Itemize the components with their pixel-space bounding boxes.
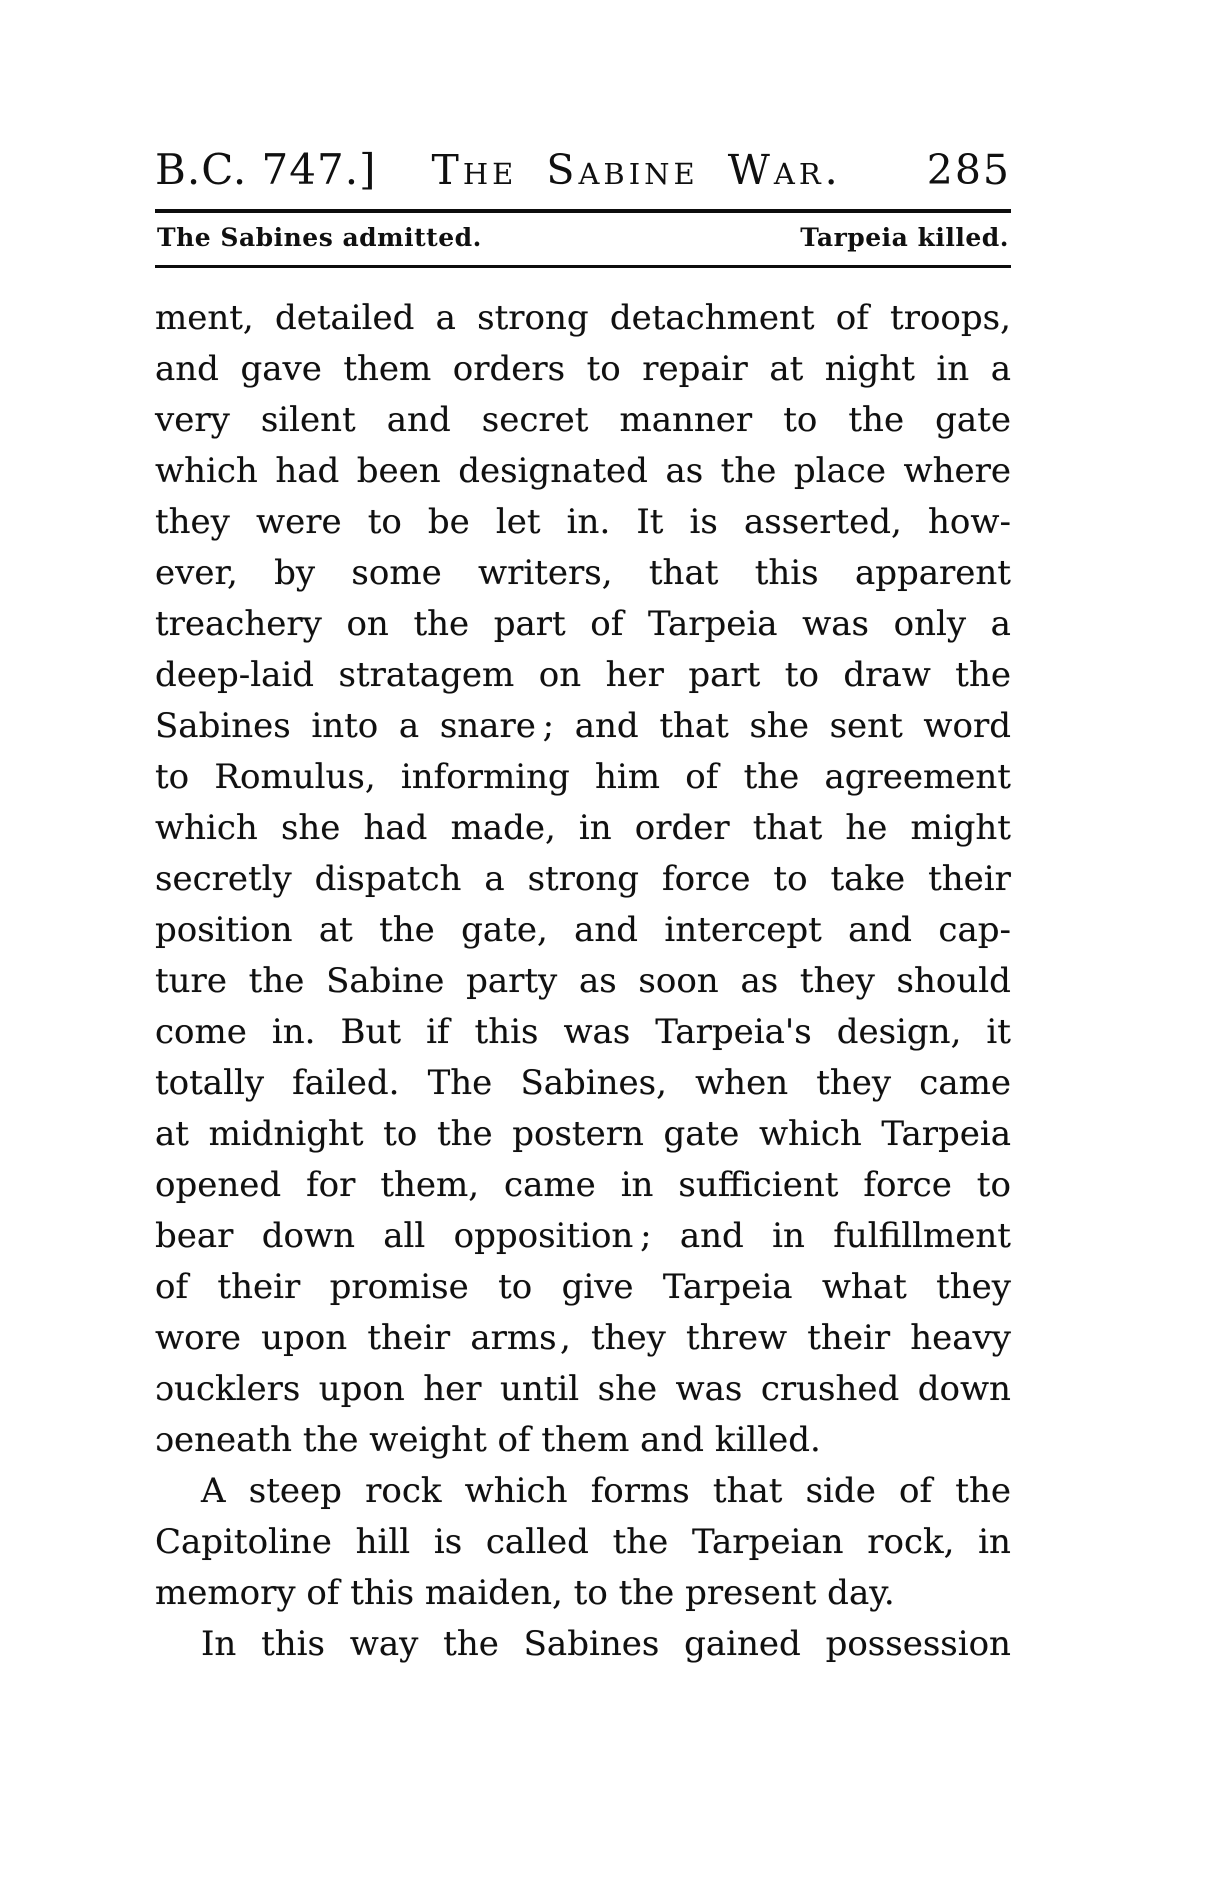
text-line: opened for them, came in sufficient force to: [155, 1165, 1011, 1205]
text-line: ever, by some writers, that this apparent: [155, 553, 1011, 593]
text-line: secretly dispatch a strong force to take their: [155, 859, 1011, 899]
text-line: ment, detailed a strong detachment of troops,: [155, 298, 1011, 338]
text-line: they were to be let in. It is asserted, how-: [155, 502, 1011, 542]
text-line: totally failed. The Sabines, when they came: [155, 1063, 1011, 1103]
text-line: A steep rock which forms that side of the: [201, 1471, 1011, 1511]
running-header: [155, 146, 1011, 194]
text-line: In this way the Sabines gained possession: [201, 1624, 1011, 1664]
subheader-right: Tarpeia killed.: [800, 223, 1009, 252]
text-line: ture the Sabine party as soon as they should: [155, 961, 1011, 1001]
text-line: of their promise to give Tarpeia what they: [155, 1267, 1011, 1307]
header-rule-bottom: [155, 265, 1011, 268]
text-line: Sabines into a snare ; and that she sent word: [155, 706, 1011, 746]
header-page-number: 285: [926, 146, 1011, 194]
text-line: wore upon their arms , they threw their heavy: [155, 1318, 1011, 1358]
text-line: very silent and secret manner to the gate: [155, 400, 1011, 440]
header-title: The Sabine War.: [431, 146, 842, 194]
text-line: which she had made, in order that he might: [155, 808, 1011, 848]
text-line: treachery on the part of Tarpeia was only a: [155, 604, 1011, 644]
text-line: come in. But if this was Tarpeia's design, it: [155, 1012, 1011, 1052]
text-line: bear down all opposition ; and in fulfillment: [155, 1216, 1011, 1256]
text-line: at midnight to the postern gate which Tarpeia: [155, 1114, 1011, 1154]
page-body-lines: [155, 293, 1011, 1670]
subheader: [155, 213, 1011, 265]
text-line: ɔeneath the weight of them and killed.: [155, 1420, 821, 1460]
page-content: [155, 146, 1011, 1670]
text-line: and gave them orders to repair at night in a: [155, 349, 1011, 389]
text-line: memory of this maiden, to the present day.: [155, 1573, 895, 1613]
header-era: B.C. 747.]: [155, 145, 377, 194]
text-line: Capitoline hill is called the Tarpeian rock, in: [155, 1522, 1011, 1562]
subheader-left: The Sabines admitted.: [157, 223, 482, 252]
text-line: ɔucklers upon her until she was crushed down: [155, 1369, 1011, 1409]
text-line: position at the gate, and intercept and cap-: [155, 910, 1011, 950]
text-line: to Romulus, informing him of the agreement: [155, 757, 1011, 797]
text-line: deep-laid stratagem on her part to draw the: [155, 655, 1011, 695]
text-line: which had been designated as the place where: [155, 451, 1011, 491]
